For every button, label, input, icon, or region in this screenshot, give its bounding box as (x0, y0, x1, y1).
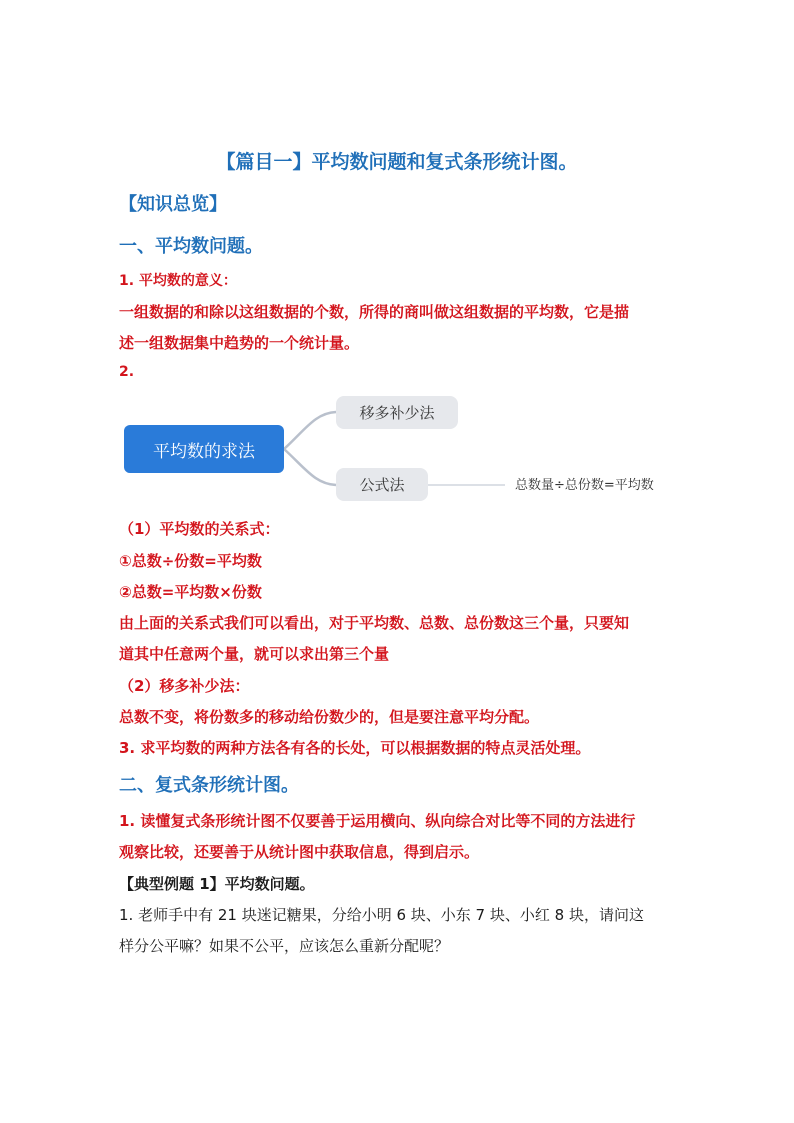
item2-label: 2. (119, 364, 135, 380)
section2-item1-line2: 观察比较，还要善于从统计图中获取信息，得到启示。 (119, 843, 480, 861)
connector-branch1 (284, 412, 336, 449)
sub2-text: 总数不变，将份数多的移动给份数少的，但是要注意平均分配。 (119, 708, 540, 726)
para1-line2: 道其中任意两个量，就可以求出第三个量 (119, 645, 390, 663)
item1-line1: 一组数据的和除以这组数据的个数，所得的商叫做这组数据的平均数，它是描 (119, 303, 630, 321)
item1-title: 1. 平均数的意义： (119, 273, 237, 289)
section1-heading: 一、平均数问题。 (119, 236, 263, 257)
overview-heading: 【知识总览】 (119, 194, 227, 215)
item1-line2: 述一组数据集中趋势的一个统计量。 (119, 334, 360, 352)
mindmap-node-formula: 公式法 (336, 468, 428, 501)
mindmap-formula-note: 总数量÷总份数=平均数 (515, 478, 654, 493)
sub2-title: （2）移多补少法： (119, 677, 250, 695)
example-title: 【典型例题 1】平均数问题。 (119, 875, 315, 893)
page-title: 【篇目一】平均数问题和复式条形统计图。 (216, 151, 578, 173)
example-line1: 1. 老师手中有 21 块迷记糖果，分给小明 6 块、小东 7 块、小红 8 块，请问这 (119, 906, 644, 924)
section2-item1-line1: 1. 读懂复式条形统计图不仅要善于运用横向、纵向综合对比等不同的方法进行 (119, 812, 636, 830)
section2-heading: 二、复式条形统计图。 (119, 775, 299, 796)
formula-1: ①总数÷份数=平均数 (119, 552, 262, 570)
mindmap-node-move: 移多补少法 (336, 396, 458, 429)
connector-branch2 (284, 449, 336, 485)
sub1-title: （1）平均数的关系式： (119, 520, 280, 538)
example-line2: 样分公平嘛？如果不公平，应该怎么重新分配呢？ (119, 937, 450, 955)
formula-2: ②总数=平均数×份数 (119, 583, 262, 601)
para1-line1: 由上面的关系式我们可以看出，对于平均数、总数、总份数这三个量，只要知 (119, 614, 630, 632)
item3-text: 3. 求平均数的两种方法各有各的长处，可以根据数据的特点灵活处理。 (119, 739, 591, 757)
mindmap-root-node: 平均数的求法 (124, 425, 284, 473)
